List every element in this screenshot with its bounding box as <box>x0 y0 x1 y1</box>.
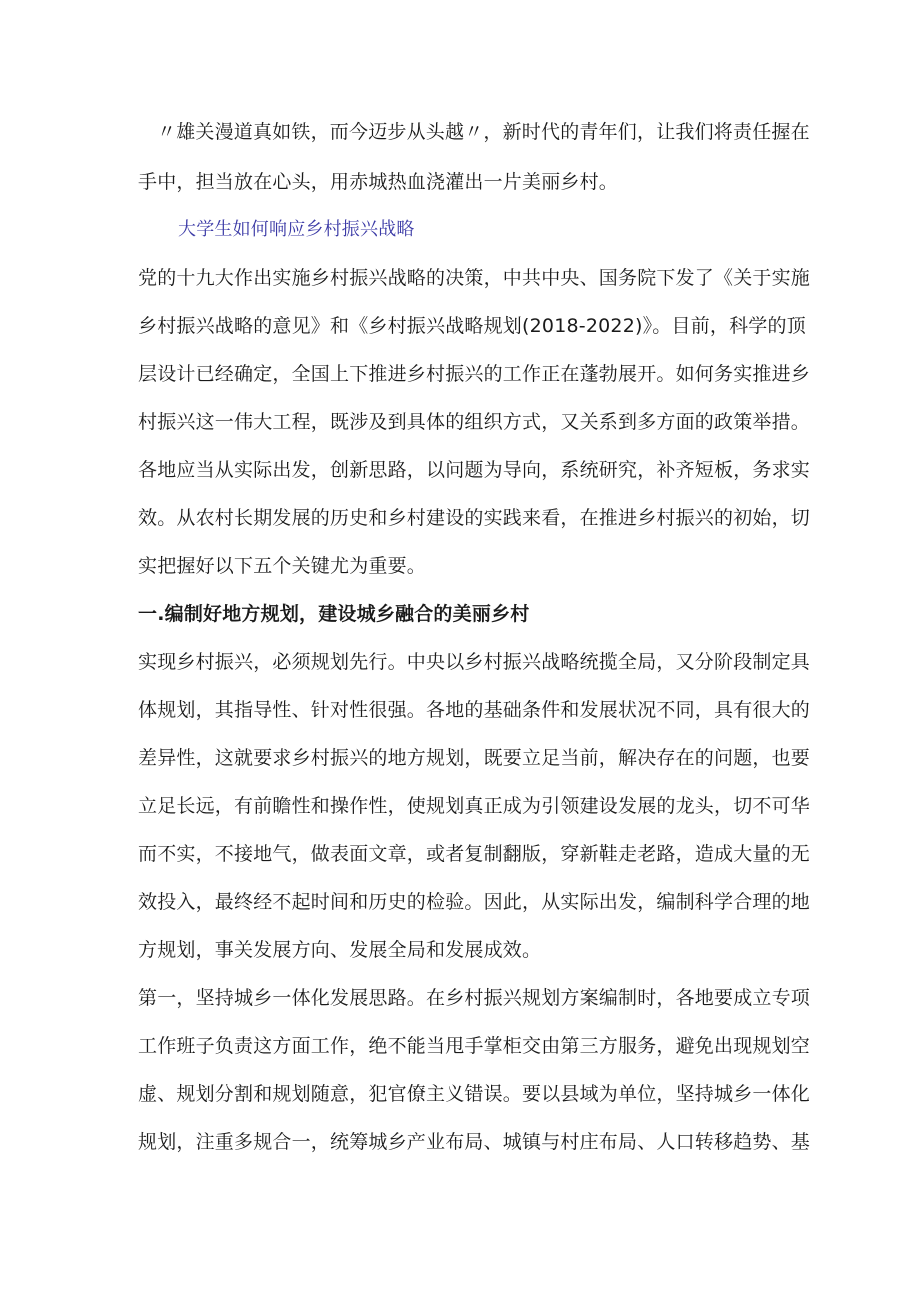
paragraph1-line-6: 效。从农村长期发展的历史和乡村建设的实践来看，在推进乡村振兴的初始，切 <box>138 507 811 529</box>
paragraph2-line-4: 立足长远，有前瞻性和操作性，使规划真正成为引领建设发展的龙头，切不可华 <box>138 795 811 817</box>
paragraph3-line-3: 虚、规划分割和规划随意，犯官僚主义错误。要以县域为单位，坚持城乡一体化 <box>138 1083 811 1105</box>
intro-line-1: 〃雄关漫道真如铁，而今迈步从头越〃，新时代的青年们，让我们将责任握在 <box>157 121 810 143</box>
paragraph1-line-7: 实把握好以下五个关键尤为重要。 <box>138 555 427 577</box>
paragraph2-line-6: 效投入，最终经不起时间和历史的检验。因此，从实际出发，编制科学合理的地 <box>138 891 811 913</box>
paragraph3-line-4: 规划，注重多规合一，统筹城乡产业布局、城镇与村庄布局、人口转移趋势、基 <box>138 1131 811 1153</box>
subtitle-link[interactable]: 大学生如何响应乡村振兴战略 <box>178 219 415 240</box>
paragraph2-line-3: 差异性，这就要求乡村振兴的地方规划，既要立足当前，解决存在的问题，也要 <box>138 747 811 769</box>
paragraph2-line-5: 而不实，不接地气，做表面文章，或者复制翻版，穿新鞋走老路，造成大量的无 <box>138 843 811 865</box>
paragraph1-line-4: 村振兴这一伟大工程，既涉及到具体的组织方式，又关系到多方面的政策举措。 <box>138 411 811 433</box>
paragraph3-line-2: 工作班子负责这方面工作，绝不能当甩手掌柜交由第三方服务，避免出现规划空 <box>138 1035 811 1057</box>
paragraph1-line-1: 党的十九大作出实施乡村振兴战略的决策，中共中央、国务院下发了《关于实施 <box>138 267 811 289</box>
paragraph2-line-1: 实现乡村振兴，必须规划先行。中央以乡村振兴战略统揽全局，又分阶段制定具 <box>138 651 811 673</box>
paragraph1-line-2: 乡村振兴战略的意见》和《乡村振兴战略规划(2018-2022)》。目前，科学的顶 <box>138 315 806 337</box>
paragraph1-line-3: 层设计已经确定，全国上下推进乡村振兴的工作正在蓬勃展开。如何务实推进乡 <box>138 363 811 385</box>
section1-heading: 一.编制好地方规划，建设城乡融合的美丽乡村 <box>138 603 530 625</box>
intro-line-2: 手中，担当放在心头，用赤城热血浇灌出一片美丽乡村。 <box>138 171 619 193</box>
paragraph1-line-5: 各地应当从实际出发，创新思路，以问题为导向，系统研究，补齐短板，务求实 <box>138 459 811 481</box>
paragraph3-line-1: 第一，坚持城乡一体化发展思路。在乡村振兴规划方案编制时，各地要成立专项 <box>138 987 811 1009</box>
paragraph2-line-2: 体规划，其指导性、针对性很强。各地的基础条件和发展状况不同，具有很大的 <box>138 699 811 721</box>
paragraph2-line-7: 方规划，事关发展方向、发展全局和发展成效。 <box>138 939 542 961</box>
